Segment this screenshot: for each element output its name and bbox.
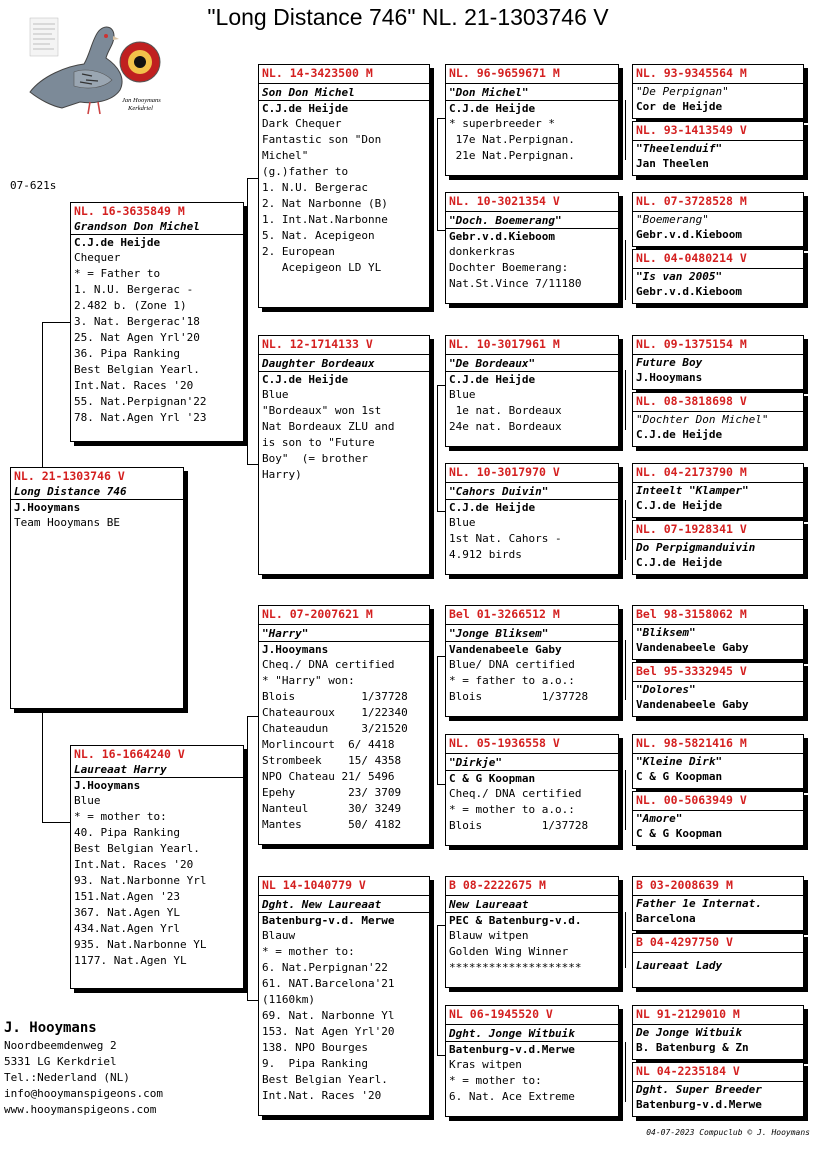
ring-number: NL. 21-1303746 V bbox=[14, 469, 125, 483]
breeder-street: Noordbeemdenweg 2 bbox=[4, 1039, 117, 1052]
connector-line bbox=[437, 385, 445, 386]
owner-name: J.Hooymans bbox=[636, 371, 703, 384]
info-line: Best Belgian Yearl. bbox=[262, 1073, 388, 1086]
connector-line bbox=[437, 230, 445, 231]
ancestor-card bbox=[632, 933, 804, 988]
info-line: 78. Nat.Agen Yrl '23 bbox=[74, 411, 207, 424]
connector-line bbox=[437, 925, 438, 1055]
ancestor-card bbox=[632, 463, 804, 518]
ring-number: Bel 01-3266512 M bbox=[446, 606, 618, 625]
great-grandparent-card bbox=[445, 734, 619, 846]
pigeon-name: Long Distance 746 bbox=[11, 483, 183, 500]
great-grandparent-card bbox=[445, 64, 619, 176]
info-line: Int.Nat. Races '20 bbox=[74, 858, 194, 871]
ancestor-card bbox=[632, 121, 804, 176]
great-grandparent-card bbox=[445, 192, 619, 304]
connector-line bbox=[437, 118, 445, 119]
info-line: Cheq./ DNA certified bbox=[262, 658, 395, 671]
ring-number: NL. 12-1714133 V bbox=[259, 336, 429, 355]
connector-line bbox=[625, 912, 626, 968]
breeder-phone: Tel.:Nederland (NL) bbox=[4, 1071, 130, 1084]
info-line: (g.)father to bbox=[262, 165, 349, 178]
info-line: 36. Pipa Ranking bbox=[74, 347, 180, 360]
pigeon-name: "De Bordeaux" bbox=[446, 355, 618, 372]
info-line: * = mother to a.o.: bbox=[449, 803, 575, 816]
info-line: Strombeek 15/ 4358 bbox=[262, 754, 402, 767]
connector-line bbox=[247, 178, 258, 179]
owner-name: C & G Koopman bbox=[449, 772, 536, 785]
owner-name: Vandenabeele Gaby bbox=[636, 698, 749, 711]
ancestor-card bbox=[632, 392, 804, 447]
connector-line bbox=[625, 770, 626, 830]
owner-name: C & G Koopman bbox=[636, 770, 723, 783]
pigeon-name: De Jonge Witbuik bbox=[636, 1026, 742, 1039]
info-line: Mantes 50/ 4182 bbox=[262, 818, 402, 831]
info-line: 69. Nat. Narbonne Yl bbox=[262, 1009, 395, 1022]
connector-line bbox=[247, 178, 248, 241]
info-line: Team Hooymans BE bbox=[14, 516, 120, 529]
pigeon-name: "Harry" bbox=[259, 625, 429, 642]
info-line: donkerkras bbox=[449, 245, 516, 258]
info-line: * = father to a.o.: bbox=[449, 674, 575, 687]
connector-line bbox=[42, 322, 43, 468]
pigeon-name: "Jonge Bliksem" bbox=[446, 625, 618, 642]
connector-line bbox=[625, 640, 626, 700]
info-line: Chateauroux 1/22340 bbox=[262, 706, 408, 719]
info-line: 151.Nat.Agen '23 bbox=[74, 890, 180, 903]
pigeon-name: "Theelenduif" bbox=[636, 142, 723, 155]
ring-number: NL. 96-9659671 M bbox=[446, 65, 618, 84]
info-line: 434.Nat.Agen Yrl bbox=[74, 922, 180, 935]
info-line: NPO Chateau 21/ 5496 bbox=[262, 770, 395, 783]
info-line: Epehy 23/ 3709 bbox=[262, 786, 402, 799]
pigeon-logo-icon bbox=[22, 14, 172, 124]
owner-name: C.J.de Heijde bbox=[74, 236, 161, 249]
subject-pigeon-card bbox=[10, 467, 184, 709]
info-line: 24e nat. Bordeaux bbox=[449, 420, 562, 433]
great-grandparent-card bbox=[445, 335, 619, 447]
ancestor-card bbox=[632, 335, 804, 390]
connector-line bbox=[437, 511, 445, 512]
grandsire-maternal-card bbox=[258, 605, 430, 845]
pigeon-name: Inteelt "Klamper" bbox=[636, 484, 749, 497]
info-line: 935. Nat.Narbonne YL bbox=[74, 938, 207, 951]
connector-line bbox=[247, 404, 248, 464]
ring-number: NL. 93-1413549 V bbox=[633, 122, 803, 141]
owner-name: C.J.de Heijde bbox=[636, 428, 723, 441]
connector-line bbox=[42, 710, 43, 822]
ancestor-card bbox=[632, 1062, 804, 1117]
ring-number: NL. 07-3728528 M bbox=[633, 193, 803, 212]
connector-line bbox=[437, 656, 445, 657]
info-line: is son to "Future bbox=[262, 436, 375, 449]
owner-name: J.Hooymans bbox=[74, 779, 141, 792]
connector-line bbox=[247, 464, 258, 465]
footer-credit: 04-07-2023 Compuclub © J. Hooymans bbox=[646, 1128, 810, 1137]
info-line: Blois 1/37728 bbox=[449, 819, 589, 832]
info-line: Nat Bordeaux ZLU and bbox=[262, 420, 395, 433]
great-grandparent-card bbox=[445, 1005, 619, 1117]
pigeon-name: New Laureaat bbox=[446, 896, 618, 913]
ring-number: NL. 04-2173790 M bbox=[633, 464, 803, 483]
info-line: 1. N.U. Bergerac - bbox=[74, 283, 194, 296]
info-line: (1160km) bbox=[262, 993, 315, 1006]
connector-line bbox=[625, 500, 626, 560]
pigeon-name: "Don Michel" bbox=[446, 84, 618, 101]
info-line: Dark Chequer bbox=[262, 117, 342, 130]
pigeon-name: "Dirkje" bbox=[446, 754, 618, 771]
ring-number: NL. 07-2007621 M bbox=[259, 606, 429, 625]
info-line: 93. Nat.Narbonne Yrl bbox=[74, 874, 207, 887]
info-line: 61. NAT.Barcelona'21 bbox=[262, 977, 395, 990]
ring-number: NL 06-1945520 V bbox=[446, 1006, 618, 1025]
info-line: * = mother to: bbox=[74, 810, 167, 823]
connector-line bbox=[247, 716, 258, 717]
info-line: * superbreeder * bbox=[449, 117, 555, 130]
info-line: 2. European bbox=[262, 245, 335, 258]
info-line: 1177. Nat.Agen YL bbox=[74, 954, 187, 967]
info-line: * = mother to: bbox=[262, 945, 355, 958]
info-line: "Bordeaux" won 1st bbox=[262, 404, 382, 417]
ring-number: NL. 04-0480214 V bbox=[633, 250, 803, 269]
sire-card bbox=[70, 202, 244, 442]
info-line: Morlincourt 6/ 4418 bbox=[262, 738, 395, 751]
owner-name: Vandenabeele Gaby bbox=[636, 641, 749, 654]
owner-name: Jan Theelen bbox=[636, 157, 709, 170]
info-line: ******************** bbox=[449, 961, 582, 974]
owner-name: B. Batenburg & Zn bbox=[636, 1041, 749, 1054]
info-line: 17e Nat.Perpignan. bbox=[449, 133, 575, 146]
connector-line bbox=[247, 1000, 258, 1001]
info-line: Blue bbox=[74, 794, 101, 807]
info-line: 21e Nat.Perpignan. bbox=[449, 149, 575, 162]
connector-line bbox=[437, 784, 445, 785]
ring-number: NL. 10-3021354 V bbox=[446, 193, 618, 212]
great-grandparent-card bbox=[445, 876, 619, 988]
pigeon-name: Dght. Super Breeder bbox=[636, 1083, 762, 1096]
info-line: Boy" (= brother bbox=[262, 452, 368, 465]
ring-number: NL. 05-1936558 V bbox=[446, 735, 618, 754]
info-line: 153. Nat Agen Yrl'20 bbox=[262, 1025, 395, 1038]
info-line: 2. Nat Narbonne (B) bbox=[262, 197, 388, 210]
owner-name: J.Hooymans bbox=[262, 643, 329, 656]
info-line: Blauw witpen bbox=[449, 929, 529, 942]
breeder-website[interactable]: www.hooymanspigeons.com bbox=[4, 1103, 157, 1116]
info-line: Best Belgian Yearl. bbox=[74, 363, 200, 376]
connector-line bbox=[437, 1055, 445, 1056]
connector-line bbox=[625, 240, 626, 300]
pedigree-code: 07-621s bbox=[10, 179, 57, 192]
info-line: 367. Nat.Agen YL bbox=[74, 906, 180, 919]
info-line: 1. N.U. Bergerac bbox=[262, 181, 368, 194]
info-line: 1st Nat. Cahors - bbox=[449, 532, 562, 545]
owner-name: J.Hooymans bbox=[14, 501, 81, 514]
ring-number: NL. 93-9345564 M bbox=[633, 65, 803, 84]
ring-number: NL. 07-1928341 V bbox=[633, 521, 803, 540]
ring-number: NL 14-1040779 V bbox=[259, 877, 429, 896]
info-line: Blue bbox=[449, 516, 476, 529]
owner-name: C.J.de Heijde bbox=[636, 499, 723, 512]
great-grandparent-card bbox=[445, 463, 619, 575]
ancestor-card bbox=[632, 791, 804, 846]
breeder-info bbox=[4, 1018, 163, 1118]
info-line: * = mother to: bbox=[449, 1074, 542, 1087]
connector-line bbox=[625, 370, 626, 430]
pigeon-name: Do Perpigmanduivin bbox=[636, 541, 756, 554]
ring-number: NL. 98-5821416 M bbox=[633, 735, 803, 754]
info-line: Blois 1/37728 bbox=[262, 690, 408, 703]
pigeon-name: "Bliksem" bbox=[636, 626, 696, 639]
owner-name: Vandenabeele Gaby bbox=[449, 643, 562, 656]
info-line: 5. Nat. Acepigeon bbox=[262, 229, 375, 242]
owner-name: Cor de Heijde bbox=[636, 100, 723, 113]
ancestor-card bbox=[632, 1005, 804, 1060]
ring-number: Bel 98-3158062 M bbox=[633, 606, 803, 625]
info-line: Michel" bbox=[262, 149, 309, 162]
owner-name: Batenburg-v.d.Merwe bbox=[636, 1098, 762, 1111]
pigeon-name: "De Perpignan" bbox=[636, 85, 729, 98]
owner-name: Batenburg-v.d. Merwe bbox=[262, 914, 395, 927]
info-line: 55. Nat.Perpignan'22 bbox=[74, 395, 207, 408]
ring-number: NL. 10-3017961 M bbox=[446, 336, 618, 355]
info-line: Blauw bbox=[262, 929, 296, 942]
ring-number: B 08-2222675 M bbox=[446, 877, 618, 896]
pigeon-name: "Is van 2005" bbox=[636, 270, 723, 283]
granddam-maternal-card bbox=[258, 876, 430, 1116]
connector-line bbox=[42, 822, 70, 823]
info-line: 4.912 birds bbox=[449, 548, 522, 561]
connector-line bbox=[437, 385, 438, 511]
info-line: Blue/ DNA certified bbox=[449, 658, 575, 671]
pedigree-title: "Long Distance 746" NL. 21-1303746 V bbox=[207, 4, 609, 30]
pigeon-name: "Cahors Duivin" bbox=[446, 483, 618, 500]
pigeon-name: Son Don Michel bbox=[259, 84, 429, 101]
pigeon-name: Daughter Bordeaux bbox=[259, 355, 429, 372]
info-line: Acepigeon LD YL bbox=[262, 261, 382, 274]
ancestor-card bbox=[632, 520, 804, 575]
pigeon-name: Dght. New Laureaat bbox=[259, 896, 429, 913]
pigeon-name: Laureaat Lady bbox=[636, 959, 723, 972]
pigeon-name: Future Boy bbox=[636, 356, 703, 369]
grandsire-paternal-card bbox=[258, 64, 430, 308]
info-line: Fantastic son "Don bbox=[262, 133, 382, 146]
great-grandparent-card bbox=[445, 605, 619, 717]
info-line: Cheq./ DNA certified bbox=[449, 787, 582, 800]
info-line: Blue bbox=[262, 388, 289, 401]
owner-name: Gebr.v.d.Kieboom bbox=[636, 228, 742, 241]
info-line: Chequer bbox=[74, 251, 121, 264]
info-line: Blue bbox=[449, 388, 476, 401]
pigeon-name: "Doch. Boemerang" bbox=[446, 212, 618, 229]
connector-line bbox=[437, 656, 438, 784]
connector-line bbox=[247, 716, 248, 749]
pigeon-name: Grandson Don Michel bbox=[71, 218, 243, 235]
info-line: 40. Pipa Ranking bbox=[74, 826, 180, 839]
ring-number: Bel 95-3332945 V bbox=[633, 663, 803, 682]
pigeon-name: "Dolores" bbox=[636, 683, 696, 696]
ring-number: NL. 16-3635849 M bbox=[74, 204, 185, 218]
ring-number: NL. 16-1664240 V bbox=[74, 747, 185, 761]
ring-number: NL. 08-3818698 V bbox=[633, 393, 803, 412]
info-line: * "Harry" won: bbox=[262, 674, 355, 687]
dam-card bbox=[70, 745, 244, 989]
info-line: 6. Nat. Ace Extreme bbox=[449, 1090, 575, 1103]
info-line: 1. Int.Nat.Narbonne bbox=[262, 213, 388, 226]
ancestor-card bbox=[632, 605, 804, 660]
info-line: Dochter Boemerang: bbox=[449, 261, 569, 274]
pigeon-name: "Dochter Don Michel" bbox=[636, 413, 769, 426]
info-line: Golden Wing Winner bbox=[449, 945, 569, 958]
breeder-name: J. Hooymans bbox=[4, 1020, 97, 1036]
info-line: Int.Nat. Races '20 bbox=[262, 1089, 382, 1102]
owner-name: C.J.de Heijde bbox=[449, 102, 536, 115]
info-line: 138. NPO Bourges bbox=[262, 1041, 368, 1054]
ring-number: NL 04-2235184 V bbox=[633, 1063, 803, 1082]
info-line: Nanteul 30/ 3249 bbox=[262, 802, 402, 815]
ring-number: NL. 09-1375154 M bbox=[633, 336, 803, 355]
ancestor-card bbox=[632, 876, 804, 931]
pigeon-name: "Kleine Dirk" bbox=[636, 755, 723, 768]
pigeon-name: Father 1e Internat. bbox=[636, 897, 762, 910]
info-line: 2.482 b. (Zone 1) bbox=[74, 299, 187, 312]
info-line: Int.Nat. Races '20 bbox=[74, 379, 194, 392]
ancestor-card bbox=[632, 64, 804, 119]
info-line: 9. Pipa Ranking bbox=[262, 1057, 368, 1070]
granddam-paternal-card bbox=[258, 335, 430, 575]
ring-number: NL 91-2129010 M bbox=[633, 1006, 803, 1025]
owner-name: C.J.de Heijde bbox=[449, 373, 536, 386]
ancestor-card bbox=[632, 662, 804, 717]
info-line: Harry) bbox=[262, 468, 302, 481]
pigeon-name: Dght. Jonge Witbuik bbox=[446, 1025, 618, 1042]
info-line: 6. Nat.Perpignan'22 bbox=[262, 961, 388, 974]
ancestor-card bbox=[632, 734, 804, 789]
owner-name: C & G Koopman bbox=[636, 827, 723, 840]
ring-number: NL. 14-3423500 M bbox=[259, 65, 429, 84]
owner-name: C.J.de Heijde bbox=[262, 102, 349, 115]
owner-name: C.J.de Heijde bbox=[262, 373, 349, 386]
pigeon-name: "Boemerang" bbox=[636, 213, 709, 226]
svg-text:Kerkdriel: Kerkdriel bbox=[128, 105, 153, 112]
pigeon-name: Laureaat Harry bbox=[71, 761, 243, 778]
info-line: * = Father to bbox=[74, 267, 161, 280]
owner-name: PEC & Batenburg-v.d. bbox=[449, 914, 582, 927]
owner-name: C.J.de Heijde bbox=[449, 501, 536, 514]
breeder-city: 5331 LG Kerkdriel bbox=[4, 1055, 117, 1068]
connector-line bbox=[437, 925, 445, 926]
info-line: Kras witpen bbox=[449, 1058, 522, 1071]
connector-line bbox=[437, 118, 438, 230]
ancestor-card bbox=[632, 249, 804, 304]
breeder-email[interactable]: info@hooymanspigeons.com bbox=[4, 1087, 163, 1100]
connector-line bbox=[625, 1042, 626, 1102]
info-line: 3. Nat. Bergerac'18 bbox=[74, 315, 200, 328]
owner-name: Gebr.v.d.Kieboom bbox=[449, 230, 555, 243]
owner-name: C.J.de Heijde bbox=[636, 556, 723, 569]
info-line: Best Belgian Yearl. bbox=[74, 842, 200, 855]
owner-name: Gebr.v.d.Kieboom bbox=[636, 285, 742, 298]
ancestor-card bbox=[632, 192, 804, 247]
ring-number: B 03-2008639 M bbox=[633, 877, 803, 896]
info-line: Chateaudun 3/21520 bbox=[262, 722, 408, 735]
svg-text:Jan Hooymans: Jan Hooymans bbox=[122, 97, 161, 104]
owner-name: Batenburg-v.d.Merwe bbox=[449, 1043, 575, 1056]
info-line: Blois 1/37728 bbox=[449, 690, 589, 703]
ring-number: NL. 10-3017970 V bbox=[446, 464, 618, 483]
pigeon-name: "Amore" bbox=[636, 812, 683, 825]
connector-line bbox=[42, 322, 70, 323]
connector-line bbox=[247, 968, 248, 1000]
info-line: 25. Nat Agen Yrl'20 bbox=[74, 331, 200, 344]
connector-line bbox=[625, 100, 626, 160]
owner-name: Barcelona bbox=[636, 912, 696, 925]
info-line: 1e nat. Bordeaux bbox=[449, 404, 562, 417]
ring-number: NL. 00-5063949 V bbox=[633, 792, 803, 811]
ring-number: B 04-4297750 V bbox=[633, 934, 803, 953]
info-line: Nat.St.Vince 7/11180 bbox=[449, 277, 582, 290]
